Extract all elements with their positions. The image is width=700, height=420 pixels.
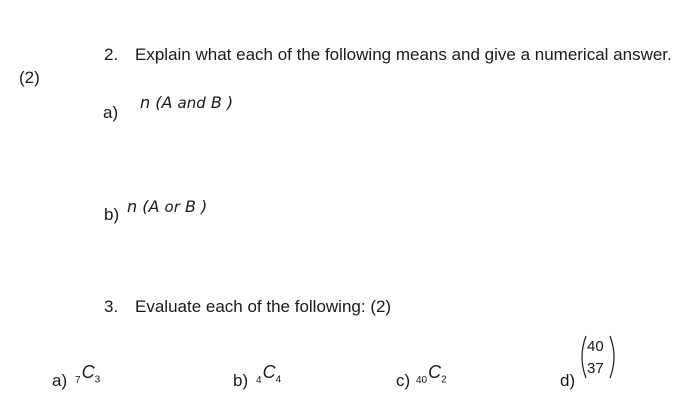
expr-n: n [127, 197, 138, 216]
combination-r: 2 [441, 374, 447, 386]
q2b-label: b) [104, 205, 120, 224]
q2a-expression [140, 93, 233, 112]
combination-n: 40 [416, 375, 428, 386]
q3c-combination [416, 362, 447, 385]
combination-r: 4 [275, 374, 282, 386]
combination-r: 3 [94, 374, 101, 386]
expr-open: (A [155, 93, 173, 112]
q3b-label: b) [233, 371, 249, 390]
q3c-label: c) [396, 371, 411, 390]
binomial-bottom: 37 [587, 360, 604, 377]
q2-text: Explain what each of the following means and give a numerical answer. [135, 45, 672, 64]
q3-number: 3. [104, 297, 119, 316]
combination-symbol: C [81, 362, 95, 382]
expr-n: n [140, 93, 151, 112]
expr-close: B ) [210, 93, 234, 112]
binomial-top: 40 [587, 338, 604, 355]
q3a-combination [75, 362, 100, 385]
q3b-combination [256, 362, 281, 385]
q3d-binomial [576, 335, 622, 381]
combination-symbol: C [428, 362, 442, 382]
q2a-label: a) [103, 103, 119, 122]
margin-mark: (2) [19, 68, 40, 87]
q2b-expression [127, 197, 207, 216]
expr-and: and [177, 94, 206, 112]
q3-text: Evaluate each of the following: (2) [135, 297, 392, 316]
combination-symbol: C [262, 362, 276, 382]
q3a-label: a) [52, 371, 68, 390]
q2-number: 2. [104, 45, 119, 64]
expr-open: (A [142, 197, 160, 216]
expr-or: or [164, 198, 180, 216]
expr-close: B ) [184, 197, 208, 216]
combination-n: 7 [75, 375, 81, 386]
q3d-label: d) [560, 371, 576, 390]
right-paren-icon [608, 335, 620, 379]
combination-n: 4 [256, 375, 262, 386]
